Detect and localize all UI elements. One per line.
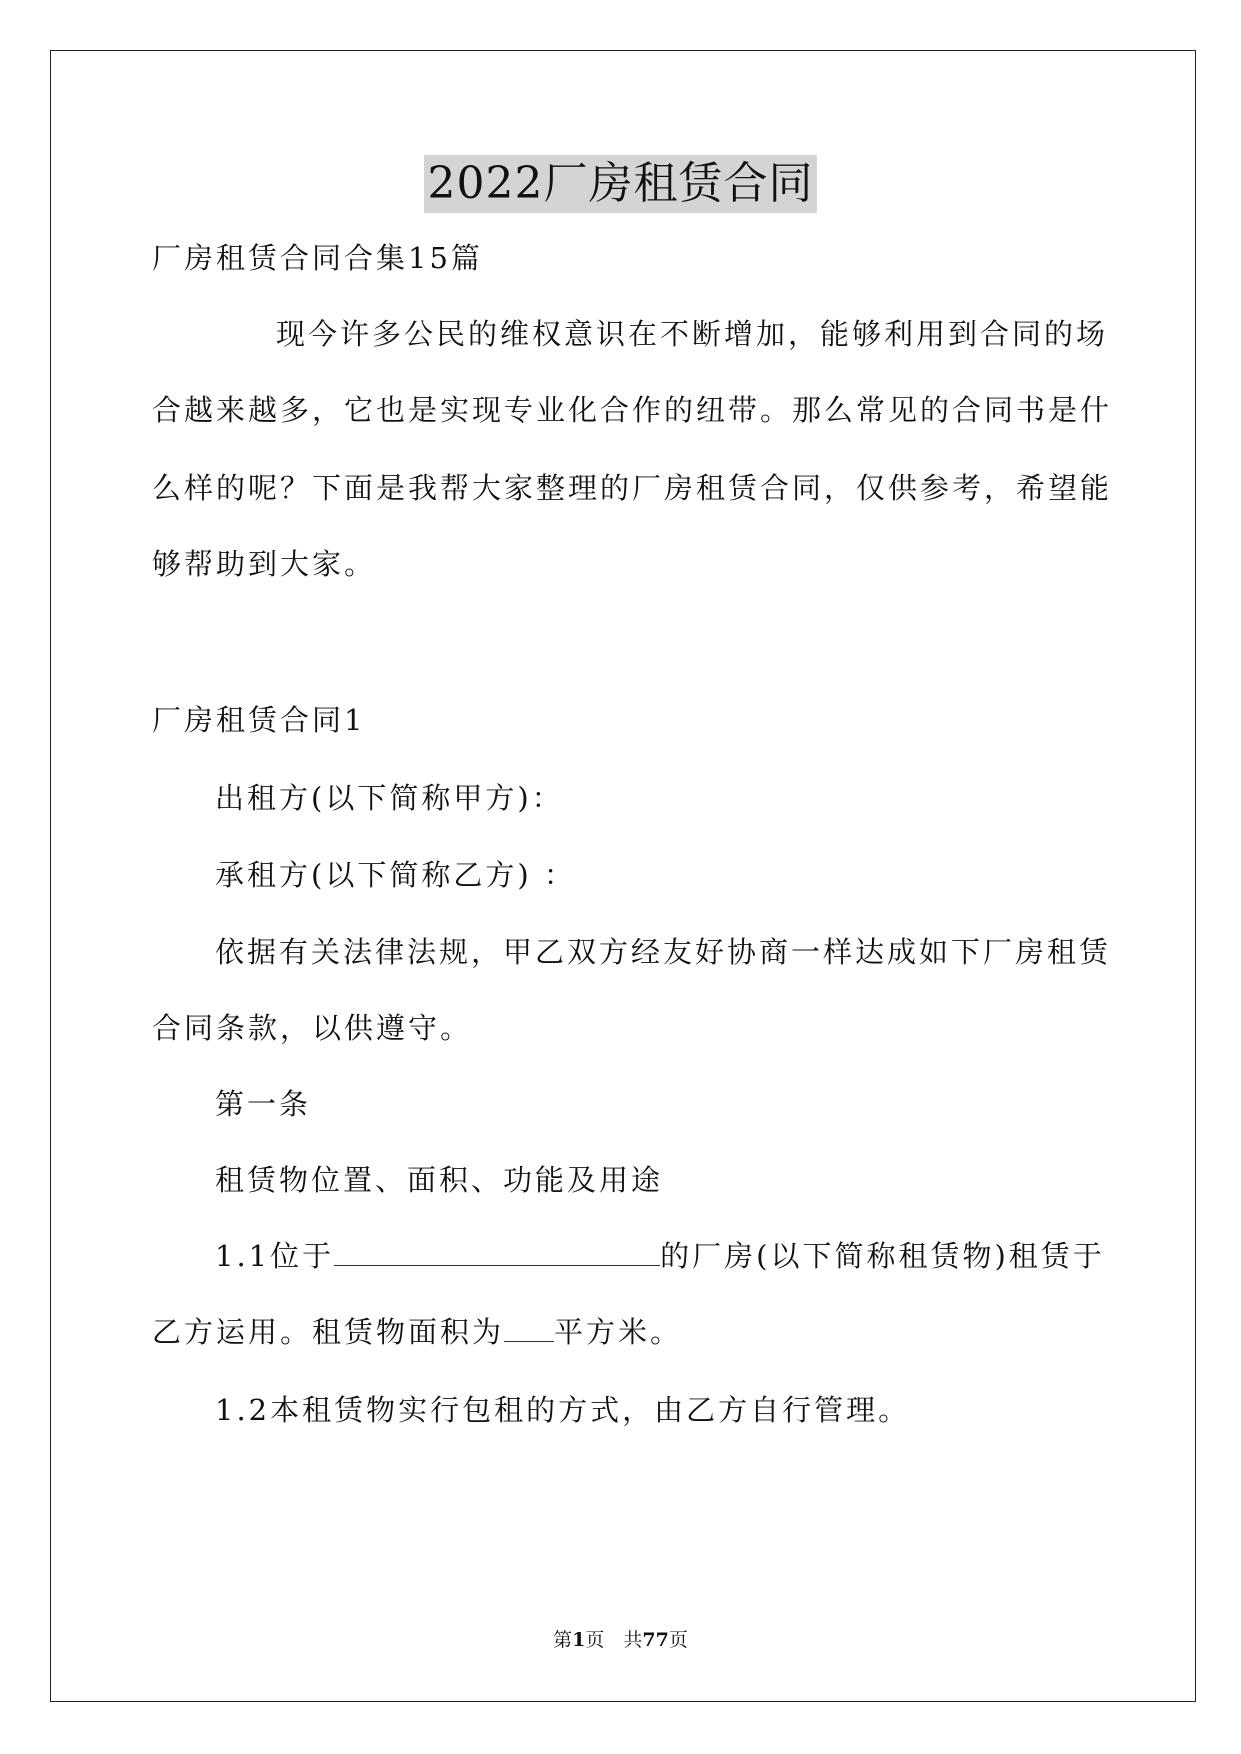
clause-1-1-line-1 (215, 1236, 1105, 1276)
clause-1-1-line2-prefix: 乙方运用。租赁物面积为 (152, 1315, 505, 1349)
clause-1-1-suffix: 的厂房(以下简称租赁物)租赁于 (660, 1239, 1105, 1273)
clause-1-1-line-2 (152, 1312, 682, 1352)
page-footer (0, 1628, 1241, 1652)
intro-line-2: 合越来越多，它也是实现专业化合作的纽带。那么常见的合同书是什 (152, 393, 1113, 427)
preamble-line-1: 依据有关法律法规，甲乙双方经友好协商一样达成如下厂房租赁 (215, 935, 1112, 969)
preamble-line-2: 合同条款，以供遵守。 (152, 1011, 473, 1045)
title-container (0, 155, 1241, 213)
article-1-title: 第一条 (215, 1087, 312, 1121)
intro-line-3: 么样的呢？下面是我帮大家整理的厂房租赁合同，仅供参考，希望能 (152, 471, 1113, 505)
clause-1-1-line2-suffix: 平方米。 (554, 1315, 683, 1349)
clause-1-1-prefix: 1.1位于 (215, 1239, 335, 1273)
document-title: 2022厂房租赁合同 (424, 155, 818, 213)
intro-line-4: 够帮助到大家。 (152, 547, 377, 581)
lessee-line: 承租方(以下简称乙方) ： (215, 858, 576, 892)
contract-heading: 厂房租赁合同1 (152, 703, 366, 737)
footer-page-mid: 页 共 (585, 1629, 643, 1651)
footer-page-current: 1 (572, 1629, 586, 1651)
intro-line-1: 现今许多公民的维权意识在不断增加，能够利用到合同的场 (276, 317, 1109, 351)
lessor-line: 出租方(以下简称甲方)： (215, 781, 564, 815)
document-subtitle: 厂房租赁合同合集15篇 (152, 241, 483, 275)
clause-1-2: 1.2本租赁物实行包租的方式，由乙方自行管理。 (215, 1393, 911, 1427)
area-blank (504, 1313, 554, 1342)
article-1-subject: 租赁物位置、面积、功能及用途 (215, 1163, 664, 1197)
footer-page-suffix: 页 (668, 1629, 688, 1651)
footer-page-prefix: 第 (553, 1629, 573, 1651)
location-blank (334, 1237, 660, 1266)
footer-page-total: 77 (642, 1629, 669, 1651)
